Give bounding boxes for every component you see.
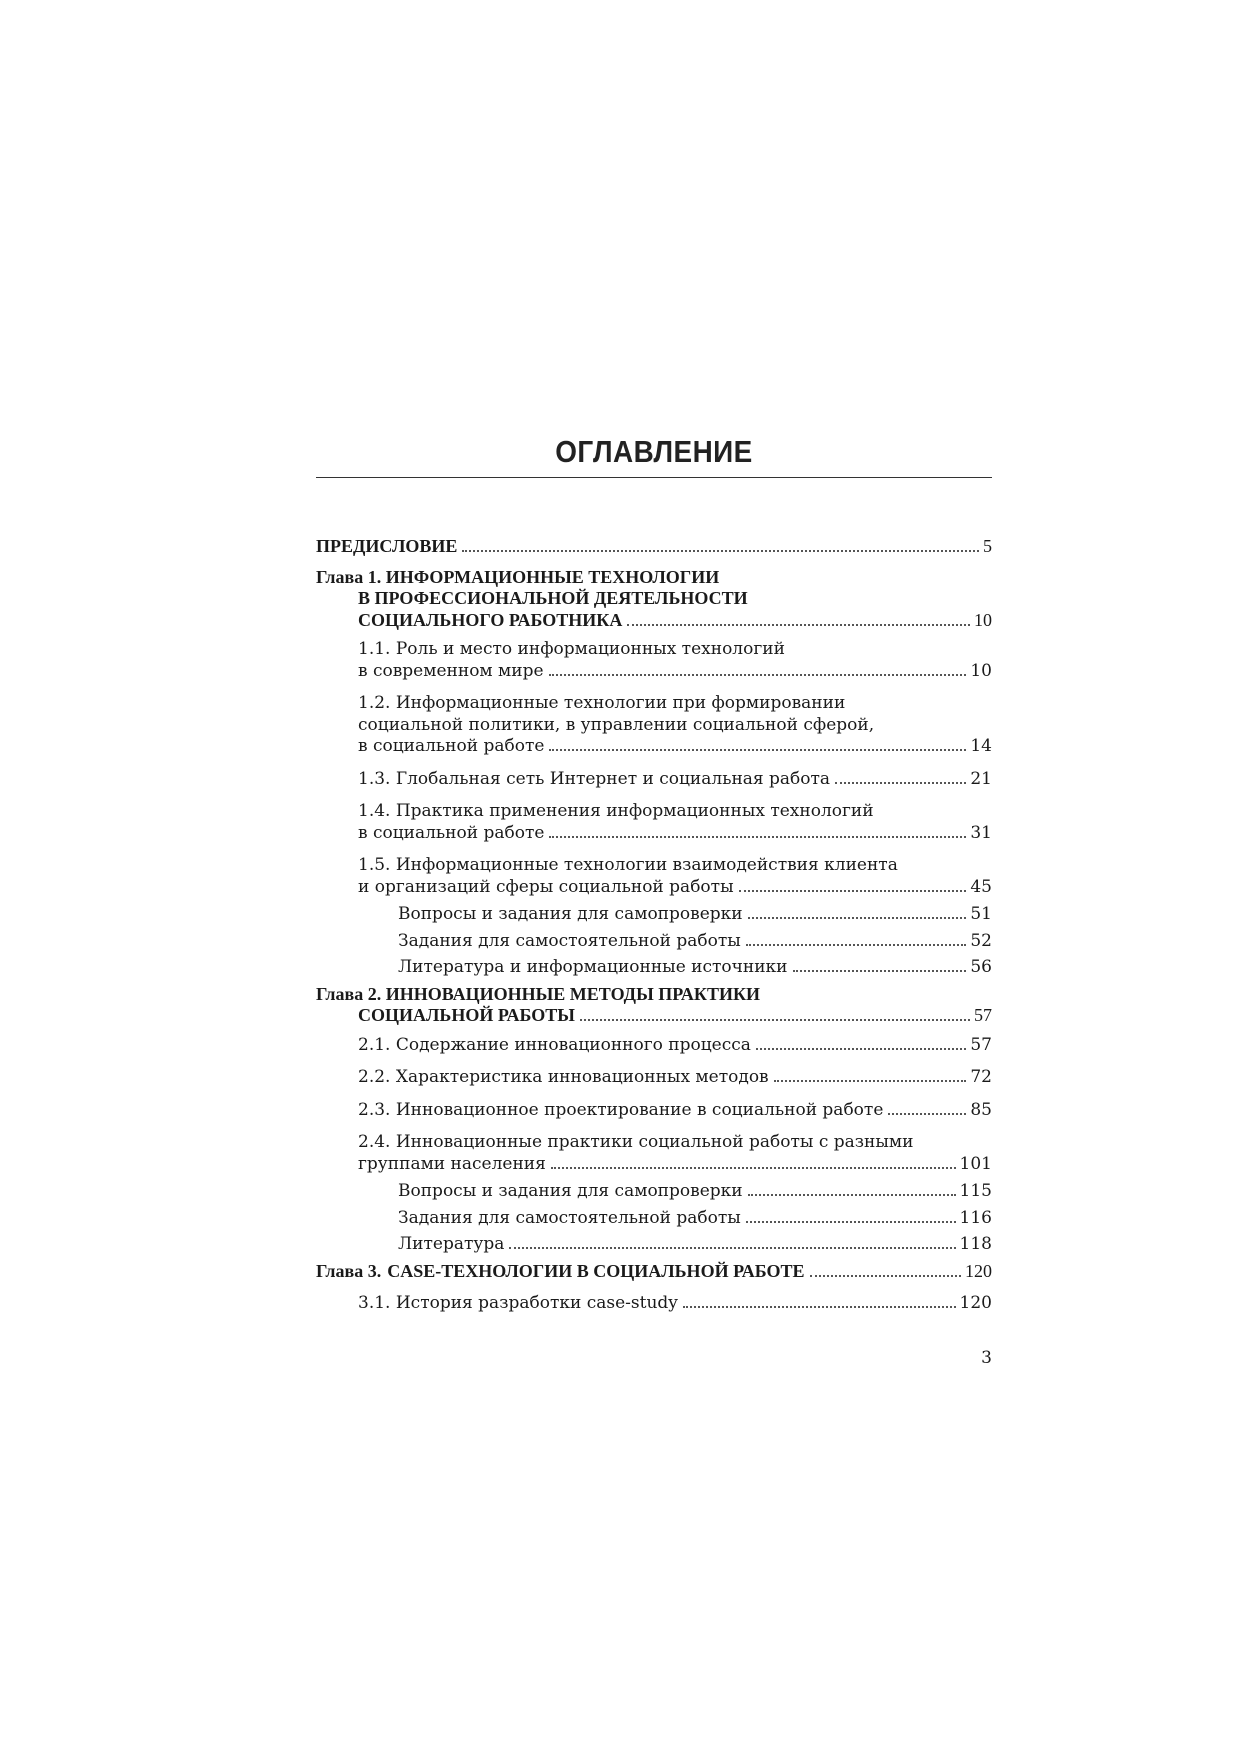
toc-label: 2.1. Содержание инновационного процесса	[358, 1034, 751, 1055]
dot-leader	[774, 1080, 967, 1082]
toc-page: 120	[959, 1293, 992, 1313]
dot-leader	[549, 836, 966, 838]
dot-leader	[748, 917, 967, 919]
toc-entry-section-2-2[interactable]	[358, 1067, 992, 1089]
toc-label: 1.4. Практика применения информационных технологий	[358, 801, 874, 821]
dot-leader	[888, 1113, 966, 1115]
toc-entry-chapter-1[interactable]	[316, 567, 992, 632]
dot-leader	[810, 1275, 961, 1277]
page-number: 3	[981, 1348, 992, 1368]
toc-page: 72	[970, 1067, 992, 1087]
toc-page: 52	[970, 930, 992, 951]
dot-leader	[793, 970, 967, 972]
toc-page: 21	[970, 768, 992, 789]
toc-entry-ch1-tasks[interactable]	[398, 931, 992, 953]
chapter-prefix: Глава 1.	[316, 566, 382, 587]
toc-label: 2.3. Инновационное проектирование в социальной работе	[358, 1099, 884, 1120]
toc-page: 56	[970, 957, 992, 977]
toc-page: 10	[970, 660, 992, 681]
toc-label: 2.4. Инновационные практики социальной работы с разными	[358, 1132, 914, 1152]
toc-page: 101	[959, 1153, 992, 1174]
toc-page: 45	[970, 876, 992, 897]
toc-page: 57	[970, 1034, 992, 1055]
dot-leader	[748, 1194, 956, 1196]
chapter-prefix: Глава 3.	[316, 1260, 382, 1281]
toc-page: 118	[959, 1234, 992, 1254]
toc-label: В ПРОФЕССИОНАЛЬНОЙ ДЕЯТЕЛЬНОСТИ	[358, 588, 748, 608]
toc-entry-chapter-2[interactable]	[316, 984, 992, 1027]
toc-label: Литература	[398, 1234, 505, 1254]
toc-page: 85	[970, 1099, 992, 1120]
toc-label: ИНФОРМАЦИОННЫЕ ТЕХНОЛОГИИ	[385, 566, 720, 587]
toc-entry-section-3-1[interactable]	[358, 1293, 992, 1315]
toc-label: СОЦИАЛЬНОГО РАБОТНИКА	[358, 609, 623, 630]
toc-label: в современном мире	[358, 660, 544, 681]
dot-leader	[509, 1247, 955, 1249]
toc-label: 1.2. Информационные технологии при формировании	[358, 693, 846, 713]
toc-page: 120	[965, 1260, 992, 1281]
table-of-contents	[316, 536, 992, 1315]
toc-label: 1.1. Роль и место информационных технологий	[358, 639, 785, 659]
toc-page: 5	[983, 536, 992, 556]
toc-label: 2.2. Характеристика инновационных методов	[358, 1067, 769, 1087]
dot-leader	[683, 1306, 956, 1308]
toc-page: 14	[970, 736, 992, 756]
toc-page: 51	[970, 904, 992, 924]
toc-page: 10	[974, 609, 992, 630]
dot-leader	[462, 550, 979, 552]
toc-label: 3.1. История разработки case-study	[358, 1293, 678, 1313]
toc-label: 1.3. Глобальная сеть Интернет и социальная работа	[358, 768, 831, 789]
toc-label: 1.5. Информационные технологии взаимодействия клиента	[358, 855, 898, 875]
dot-leader	[549, 674, 967, 676]
page-title: ОГЛАВЛЕНИЕ	[555, 434, 753, 469]
toc-entry-chapter-3[interactable]	[316, 1261, 992, 1283]
toc-entry-ch2-questions[interactable]	[398, 1181, 992, 1203]
toc-page: 116	[959, 1207, 992, 1228]
toc-entry-section-2-4[interactable]	[358, 1132, 992, 1175]
toc-entry-ch1-questions[interactable]	[398, 904, 992, 926]
toc-label: Задания для самостоятельной работы	[398, 1207, 741, 1228]
toc-entry-section-1-3[interactable]	[358, 769, 992, 791]
toc-page: 31	[970, 822, 992, 843]
dot-leader	[746, 1221, 956, 1223]
toc-entry-section-1-2[interactable]	[358, 693, 992, 758]
dot-leader	[549, 749, 966, 751]
toc-label: социальной политики, в управлении социальной сферой,	[358, 714, 875, 735]
dot-leader	[551, 1167, 956, 1169]
toc-label: и организаций сферы социальной работы	[358, 876, 734, 897]
toc-label: в социальной работе	[358, 736, 545, 756]
dot-leader	[746, 944, 967, 946]
toc-entry-ch2-literature[interactable]	[398, 1234, 992, 1256]
toc-label: CASE-ТЕХНОЛОГИИ В СОЦИАЛЬНОЙ РАБОТЕ	[387, 1260, 805, 1281]
toc-label: ИННОВАЦИОННЫЕ МЕТОДЫ ПРАКТИКИ	[385, 983, 761, 1004]
toc-entry-section-2-1[interactable]	[358, 1035, 992, 1057]
toc-page: 57	[974, 1005, 992, 1025]
title-rule	[316, 477, 992, 478]
toc-label: Вопросы и задания для самопроверки	[398, 904, 743, 924]
dot-leader	[580, 1019, 970, 1021]
toc-entry-section-1-5[interactable]	[358, 855, 992, 898]
dot-leader	[739, 890, 967, 892]
toc-label: Задания для самостоятельной работы	[398, 930, 741, 951]
dot-leader	[756, 1048, 966, 1050]
toc-entry-section-1-1[interactable]	[358, 639, 992, 682]
toc-label: Вопросы и задания для самопроверки	[398, 1181, 743, 1201]
toc-label: ПРЕДИСЛОВИЕ	[316, 536, 458, 556]
toc-label: СОЦИАЛЬНОЙ РАБОТЫ	[358, 1005, 575, 1025]
toc-entry-ch1-literature[interactable]	[398, 957, 992, 979]
toc-entry-section-1-4[interactable]	[358, 801, 992, 844]
toc-label: в социальной работе	[358, 822, 545, 843]
dot-leader	[835, 782, 966, 784]
toc-label: группами населения	[358, 1153, 546, 1174]
chapter-prefix: Глава 2.	[316, 983, 382, 1004]
toc-page: 115	[959, 1181, 992, 1201]
toc-entry-preface[interactable]	[316, 536, 992, 558]
dot-leader	[627, 624, 970, 626]
toc-entry-ch2-tasks[interactable]	[398, 1208, 992, 1230]
toc-entry-section-2-3[interactable]	[358, 1100, 992, 1122]
toc-label: Литература и информационные источники	[398, 957, 788, 977]
